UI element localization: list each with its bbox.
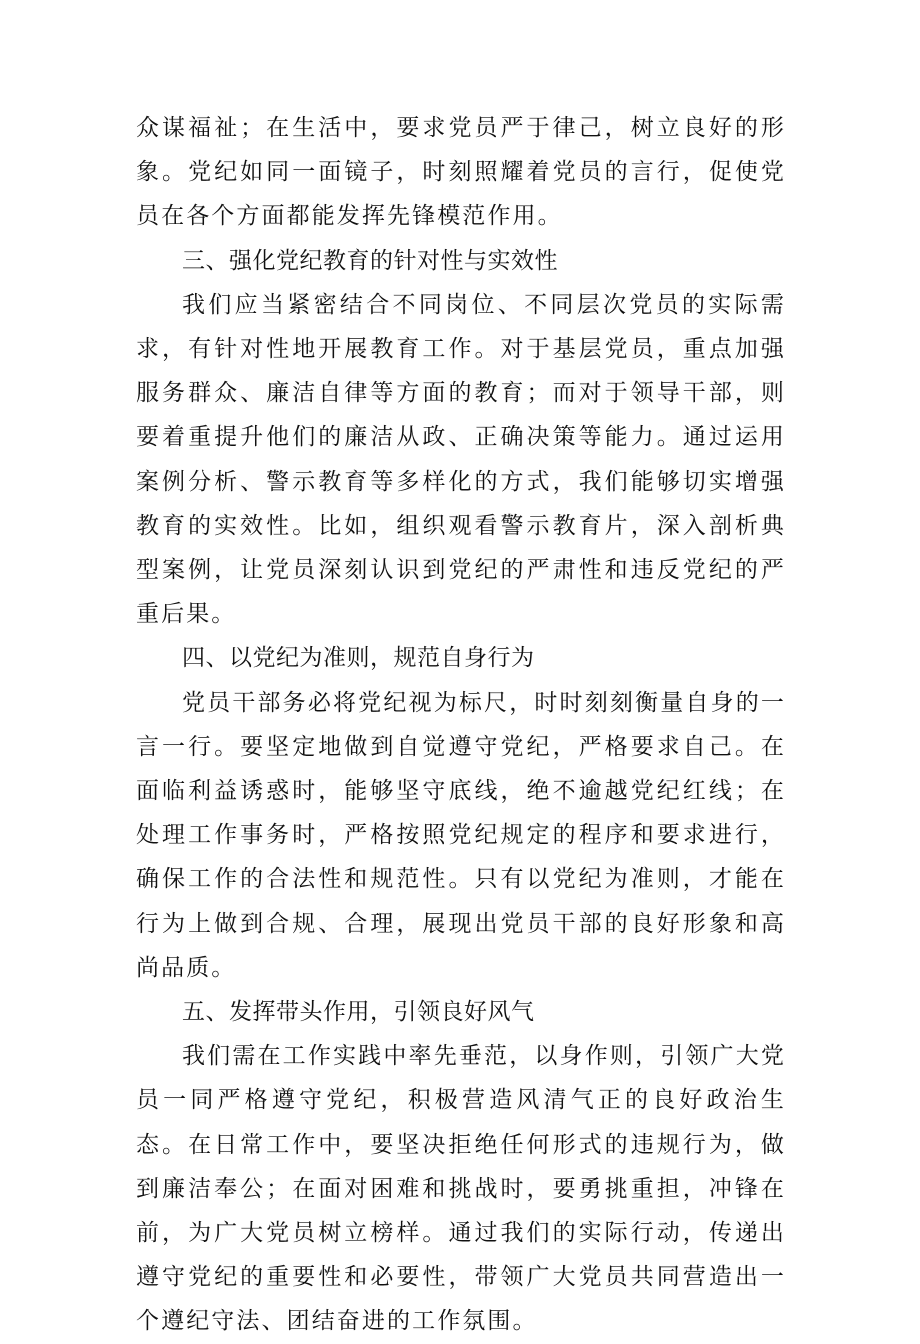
section-heading-5: 五、发挥带头作用，引领良好风气 (182, 999, 535, 1026)
paragraph-continued: 众谋福祉；在生活中，要求党员严于律己，树立良好的形象。党纪如同一面镜子，时刻照耀着党员的言行，促使党员在各个方面都能发挥先锋模范作用。 (136, 115, 786, 230)
paragraph-section-3: 我们应当紧密结合不同岗位、不同层次党员的实际需求，有针对性地开展教育工作。对于基层党员，重点加强服务群众、廉洁自律等方面的教育；而对于领导干部，则要着重提升他们的廉洁从政、正确决策等能力。通过运用案例分析、警示教育等多样化的方式，我们能够切实增强教育的实效性。比如，组织观看警示教育片，深入剖析典型案例，让党员深刻认识到党纪的严肃性和违反党纪的严重后果。 (136, 291, 786, 628)
document-body (136, 106, 786, 1344)
paragraph-section-4: 党员干部务必将党纪视为标尺，时时刻刻衡量自身的一言一行。要坚定地做到自觉遵守党纪，严格要求自己。在面临利益诱惑时，能够坚守底线，绝不逾越党纪红线；在处理工作事务时，严格按照党纪规定的程序和要求进行，确保工作的合法性和规范性。只有以党纪为准则，才能在行为上做到合规、合理，展现出党员干部的良好形象和高尚品质。 (136, 689, 786, 981)
section-heading-3: 三、强化党纪教育的针对性与实效性 (182, 247, 558, 274)
section-heading-4: 四、以党纪为准则，规范自身行为 (182, 645, 535, 672)
paragraph-section-5: 我们需在工作实践中率先垂范，以身作则，引领广大党员一同严格遵守党纪，积极营造风清气正的良好政治生态。在日常工作中，要坚决拒绝任何形式的违规行为，做到廉洁奉公；在面对困难和挑战时，要勇挑重担，冲锋在前，为广大党员树立榜样。通过我们的实际行动，传递出遵守党纪的重要性和必要性，带领广大党员共同营造出一个遵纪守法、团结奋进的工作氛围。 (136, 1043, 786, 1335)
